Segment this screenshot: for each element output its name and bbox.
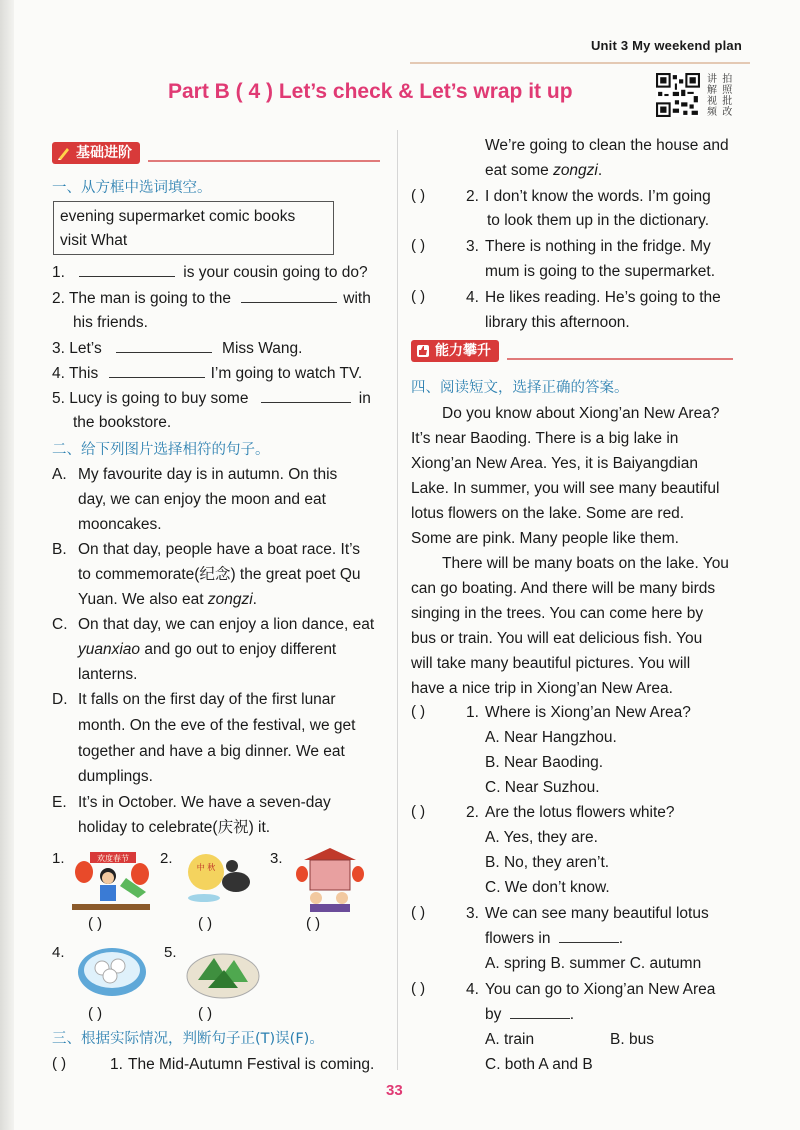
picture-number: 1. bbox=[52, 850, 65, 867]
yuanxiao-bowl-picture bbox=[74, 942, 150, 1002]
question-text: eat some bbox=[485, 162, 554, 179]
qr-label-char: 频 bbox=[707, 107, 717, 118]
option-text: . bbox=[252, 591, 257, 608]
option-C-line-2 bbox=[78, 640, 336, 659]
option-B-line-3 bbox=[78, 590, 257, 609]
judge-3-line-2: mum is going to the supermarket. bbox=[485, 263, 716, 280]
picture-3-answer[interactable]: ( ) bbox=[306, 915, 321, 932]
reading-1-option-B[interactable]: B. Near Baoding. bbox=[485, 754, 604, 771]
picture-2-answer[interactable]: ( ) bbox=[198, 915, 213, 932]
question-number: 2. bbox=[52, 290, 65, 307]
reading-2-option-C[interactable]: C. We don’t know. bbox=[485, 879, 610, 896]
question-text: with bbox=[343, 290, 371, 307]
reading-1-number: 1. bbox=[466, 704, 479, 721]
judge-1-number: 1. bbox=[110, 1056, 123, 1073]
answer-blank[interactable] bbox=[261, 390, 351, 403]
passage-line-2: It’s near Baoding. There is a big lake in bbox=[411, 430, 679, 447]
passage-line-6: Some are pink. Many people like them. bbox=[411, 530, 679, 547]
question-text: in bbox=[358, 390, 371, 407]
judge-2-line-1: I don’t know the words. I’m going bbox=[485, 188, 711, 205]
option-B-line-2: to commemorate(纪念) the great poet Qu bbox=[78, 566, 361, 583]
passage-line-10: bus or train. You will eat delicious fish. You bbox=[411, 630, 703, 647]
option-A-letter: A. bbox=[52, 466, 67, 483]
reading-4-answer[interactable]: ( ) bbox=[411, 980, 426, 997]
question-text: This bbox=[68, 365, 99, 382]
judge-2-number: 2. bbox=[466, 188, 479, 205]
unit-header: Unit 3 My weekend plan bbox=[590, 38, 742, 53]
column-divider bbox=[397, 130, 398, 1070]
judge-4-line-1: He likes reading. He’s going to the bbox=[485, 289, 721, 306]
passage-line-7: There will be many boats on the lake. You bbox=[442, 555, 729, 572]
qr-label-char: 批 bbox=[722, 96, 733, 107]
qr-label-char: 拍 bbox=[722, 74, 733, 85]
reading-4-option-C[interactable]: C. both A and B bbox=[485, 1056, 593, 1073]
option-B-line-1: On that day, people have a boat race. It’s bbox=[78, 541, 361, 558]
question-text: I’m going to watch TV. bbox=[210, 365, 363, 382]
thumbs-up-icon bbox=[415, 343, 431, 359]
passage-line-5: lotus flowers on the lake. Some are red. bbox=[411, 505, 685, 522]
mid-autumn-picture bbox=[182, 848, 258, 914]
passage-line-8: can go boating. And there will be many birds bbox=[411, 580, 716, 597]
reading-4-line-1: You can go to Xiong’an New Area bbox=[485, 981, 716, 998]
judge-4-line-2: library this afternoon. bbox=[485, 314, 630, 331]
passage-line-4: Lake. In summer, you will see many beautiful bbox=[411, 480, 720, 497]
reading-2-option-A[interactable]: A. Yes, they are. bbox=[485, 829, 598, 846]
reading-1-option-A[interactable]: A. Near Hangzhou. bbox=[485, 729, 617, 746]
qr-label-char: 解 bbox=[707, 85, 717, 96]
fill-question-3 bbox=[52, 339, 302, 358]
judge-3-answer[interactable]: ( ) bbox=[411, 237, 426, 254]
fill-question-2 bbox=[52, 289, 371, 308]
part1-heading: 一、从方框中选词填空。 bbox=[52, 180, 212, 196]
page-edge-shadow bbox=[0, 0, 14, 1130]
question-text: Miss Wang. bbox=[222, 340, 303, 357]
option-C-line-3: lanterns. bbox=[78, 666, 138, 683]
option-D-line-3: together and have a big dinner. We eat bbox=[78, 743, 345, 760]
reading-1-answer[interactable]: ( ) bbox=[411, 703, 426, 720]
reading-3-line-1: We can see many beautiful lotus bbox=[485, 905, 709, 922]
question-text: Lucy is going to buy some bbox=[69, 390, 249, 407]
judge-1-answer[interactable]: ( ) bbox=[52, 1055, 67, 1072]
zongzi-plate-picture bbox=[184, 942, 262, 1002]
fill-question-1 bbox=[52, 263, 368, 282]
passage-line-12: have a nice trip in Xiong’an New Area. bbox=[411, 680, 673, 697]
reading-3-number: 3. bbox=[466, 905, 479, 922]
basic-section-badge: 基础进阶 bbox=[52, 142, 140, 164]
question-text: is your cousin going to do? bbox=[183, 264, 368, 281]
section-underline bbox=[148, 160, 380, 162]
option-text-italic: zongzi bbox=[207, 591, 253, 608]
question-text: by bbox=[485, 1006, 502, 1023]
passage-line-11: will take many beautiful pictures. You will bbox=[411, 655, 691, 672]
judge-2-answer[interactable]: ( ) bbox=[411, 187, 426, 204]
option-D-line-2: month. On the eve of the festival, we get bbox=[78, 717, 356, 734]
picture-1-answer[interactable]: ( ) bbox=[88, 915, 103, 932]
question-text: The man is going to the bbox=[68, 290, 231, 307]
option-E-line-2: holiday to celebrate(庆祝) it. bbox=[78, 819, 271, 836]
option-E-letter: E. bbox=[52, 794, 67, 811]
word-box-line-1: evening supermarket comic books bbox=[60, 208, 296, 225]
fill-question-2-cont: his friends. bbox=[73, 314, 148, 331]
option-D-line-1: It falls on the first day of the first lunar bbox=[78, 691, 336, 708]
page-title: Part B ( 4 ) Let’s check & Let’s wrap it up bbox=[168, 80, 573, 103]
fill-question-5-cont: the bookstore. bbox=[73, 414, 172, 431]
option-D-line-4: dumplings. bbox=[78, 768, 153, 785]
reading-4-option-B[interactable]: B. bus bbox=[610, 1031, 654, 1048]
qr-label-char: 讲 bbox=[707, 74, 717, 85]
option-text: Yuan. We also eat bbox=[78, 591, 204, 608]
answer-blank[interactable] bbox=[241, 290, 337, 303]
reading-4-option-A[interactable]: A. train bbox=[485, 1031, 535, 1048]
question-number: 1. bbox=[52, 264, 65, 281]
word-box-line-2: visit What bbox=[60, 232, 128, 249]
judge-1-cont-1: We’re going to clean the house and bbox=[485, 137, 729, 154]
judge-2-line-2: to look them up in the dictionary. bbox=[487, 212, 710, 229]
fill-question-4 bbox=[52, 364, 362, 383]
option-C-letter: C. bbox=[52, 616, 68, 633]
reading-3-line-2: flowers in . bbox=[485, 930, 624, 947]
question-number: 5. bbox=[52, 390, 65, 407]
question-text: flowers in bbox=[485, 930, 551, 947]
answer-blank[interactable] bbox=[109, 365, 205, 378]
answer-blank[interactable] bbox=[510, 1006, 570, 1019]
option-A-line-1: My favourite day is in autumn. On this bbox=[78, 466, 338, 483]
passage-line-1: Do you know about Xiong’an New Area? bbox=[442, 405, 720, 422]
header-rule bbox=[410, 62, 750, 64]
judge-1-text: The Mid-Autumn Festival is coming. bbox=[128, 1056, 375, 1073]
judge-1-cont-2 bbox=[485, 161, 602, 180]
picture-4-answer[interactable]: ( ) bbox=[88, 1005, 103, 1022]
qr-label-char: 改 bbox=[722, 107, 733, 118]
judge-3-line-1: There is nothing in the fridge. My bbox=[485, 238, 711, 255]
option-C-line-1: On that day, we can enjoy a lion dance, eat bbox=[78, 616, 375, 633]
lantern-sign-text: 欢度春节 bbox=[97, 854, 129, 863]
option-A-line-3: mooncakes. bbox=[78, 516, 162, 533]
reading-4-number: 4. bbox=[466, 981, 479, 998]
reading-4-line-2: by . bbox=[485, 1006, 574, 1023]
qr-label-char: 视 bbox=[707, 96, 717, 107]
option-E-line-1: It’s in October. We have a seven-day bbox=[78, 794, 331, 811]
question-number: 4. bbox=[52, 365, 65, 382]
qr-label-char: 照 bbox=[722, 85, 733, 96]
question-text: Let’s bbox=[69, 340, 102, 357]
judge-4-answer[interactable]: ( ) bbox=[411, 288, 426, 305]
passage-line-3: Xiong’an New Area. Yes, it is Baiyangdian bbox=[411, 455, 698, 472]
answer-blank[interactable] bbox=[116, 340, 212, 353]
reading-3-answer[interactable]: ( ) bbox=[411, 904, 426, 921]
basic-section-header bbox=[52, 142, 382, 166]
advanced-section-badge: 能力攀升 bbox=[411, 340, 499, 362]
option-B-letter: B. bbox=[52, 541, 67, 558]
option-D-letter: D. bbox=[52, 691, 68, 708]
picture-number: 2. bbox=[160, 850, 173, 867]
reading-3-options[interactable]: A. spring B. summer C. autumn bbox=[485, 955, 702, 972]
question-text-italic: zongzi bbox=[553, 162, 598, 179]
picture-number: 3. bbox=[270, 850, 283, 867]
word-box bbox=[53, 201, 334, 255]
answer-blank[interactable] bbox=[79, 264, 175, 277]
picture-5-answer[interactable]: ( ) bbox=[198, 1005, 213, 1022]
reading-2-text: Are the lotus flowers white? bbox=[485, 804, 675, 821]
question-text: . bbox=[597, 162, 603, 179]
answer-blank[interactable] bbox=[559, 930, 619, 943]
passage-line-9: singing in the trees. You can come here by bbox=[411, 605, 704, 622]
page-number: 33 bbox=[386, 1082, 403, 1099]
pen-icon bbox=[56, 145, 72, 161]
option-text-italic: yuanxiao bbox=[78, 641, 141, 658]
fill-question-5 bbox=[52, 389, 371, 408]
reading-1-option-C[interactable]: C. Near Suzhou. bbox=[485, 779, 600, 796]
judge-3-number: 3. bbox=[466, 238, 479, 255]
qr-code-icon[interactable] bbox=[656, 73, 700, 117]
advanced-section-header bbox=[411, 340, 741, 364]
spring-festival-picture bbox=[68, 848, 154, 914]
picture-number: 5. bbox=[164, 944, 177, 961]
picture-number: 4. bbox=[52, 944, 65, 961]
option-text: and go out to enjoy different bbox=[140, 641, 337, 658]
reading-2-option-B[interactable]: B. No, they aren’t. bbox=[485, 854, 610, 871]
judge-4-number: 4. bbox=[466, 289, 479, 306]
part3-heading: 三、根据实际情况，判断句子正(T)误(F)。 bbox=[52, 1031, 324, 1047]
reading-2-answer[interactable]: ( ) bbox=[411, 803, 426, 820]
mooncake-text: 中 秋 bbox=[196, 863, 216, 872]
lantern-festival-picture bbox=[290, 846, 370, 914]
reading-1-text: Where is Xiong’an New Area? bbox=[485, 704, 691, 721]
question-number: 3. bbox=[52, 340, 65, 357]
reading-2-number: 2. bbox=[466, 804, 479, 821]
qr-labels bbox=[706, 74, 746, 118]
part2-heading: 二、给下列图片选择相符的句子。 bbox=[52, 442, 270, 458]
option-A-line-2: day, we can enjoy the moon and eat bbox=[78, 491, 326, 508]
section-underline bbox=[507, 358, 733, 360]
part4-heading: 四、阅读短文，选择正确的答案。 bbox=[411, 380, 629, 396]
